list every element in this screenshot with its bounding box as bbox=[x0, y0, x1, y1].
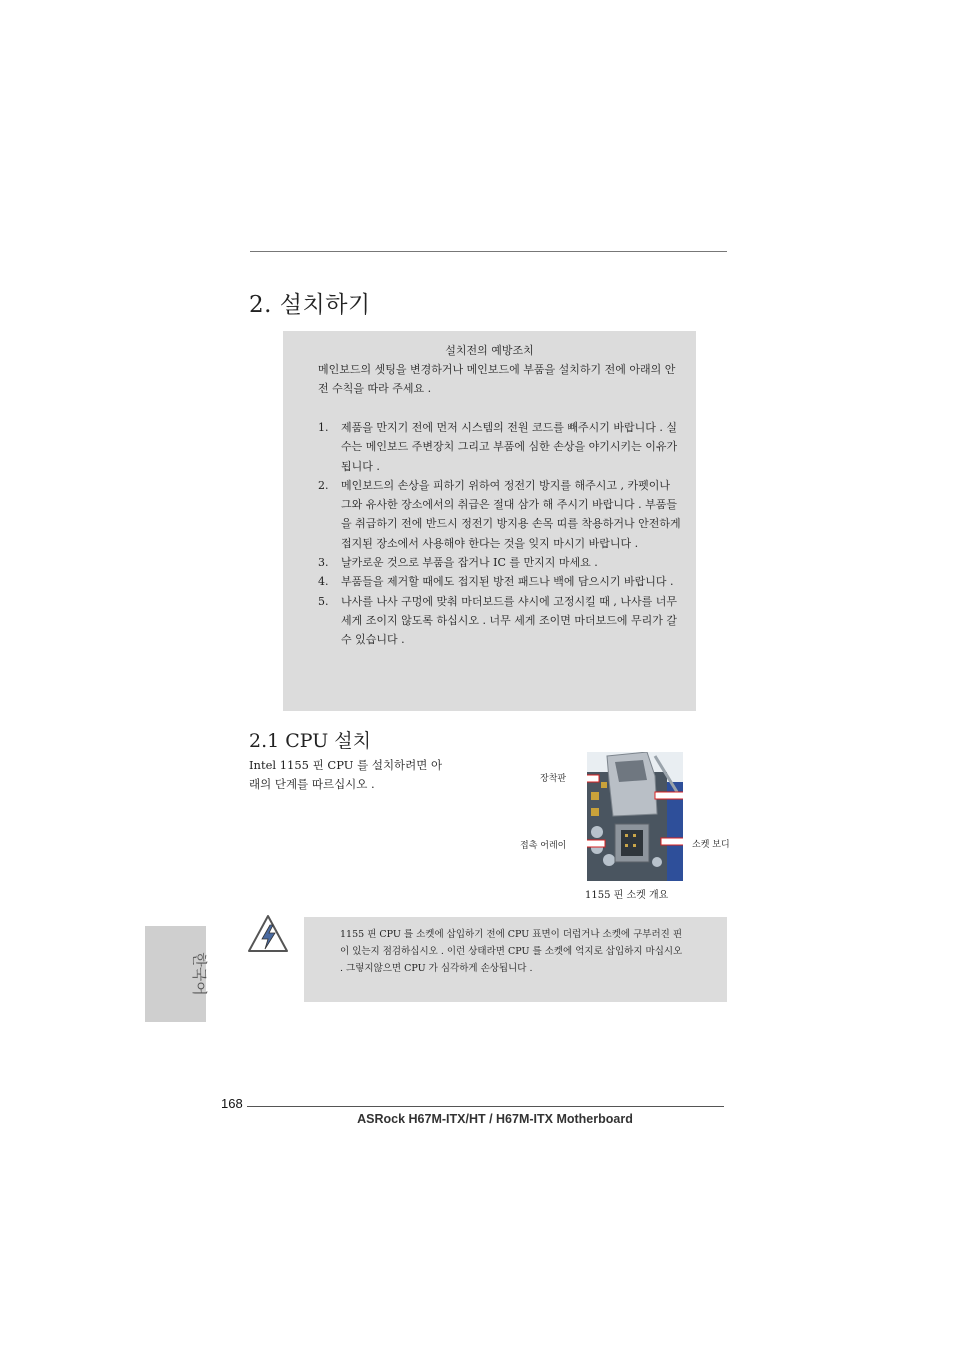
cpu-install-intro: Intel 1155 핀 CPU 를 설치하려면 아래의 단계를 따르십시오 . bbox=[249, 758, 443, 791]
list-item-number: 3. bbox=[318, 556, 329, 570]
precautions-heading: 설치전의 예방조치 bbox=[445, 344, 534, 357]
header-divider bbox=[250, 251, 727, 252]
precautions-list bbox=[318, 418, 683, 650]
label-socket-body: 소켓 보디 bbox=[692, 840, 730, 850]
section-title: 2. 설치하기 bbox=[249, 292, 371, 318]
list-item-text: 부품들을 제거할 때에도 접지된 방전 패드나 백에 담으시기 바랍니다 . bbox=[341, 575, 674, 589]
subsection-title: 2.1 CPU 설치 bbox=[249, 730, 372, 752]
page-number: 168 bbox=[221, 1096, 243, 1111]
list-item-number: 4. bbox=[318, 575, 329, 589]
list-item bbox=[318, 418, 683, 476]
list-item-text: 날카로운 것으로 부품을 잡거나 IC 를 만지지 마세요 . bbox=[341, 556, 598, 570]
list-item bbox=[318, 592, 683, 650]
list-item-number: 2. bbox=[318, 478, 329, 492]
photo-caption: 1155 핀 소켓 개요 bbox=[585, 890, 669, 901]
list-item bbox=[318, 476, 683, 553]
warning-triangle-icon bbox=[247, 913, 289, 955]
footer-divider bbox=[247, 1106, 724, 1107]
cpu-socket-photo bbox=[587, 752, 683, 881]
label-contact-array: 접촉 어레이 bbox=[520, 841, 567, 851]
list-item-text: 제품을 만지기 전에 먼저 시스템의 전원 코드를 빼주시기 바랍니다 . 실수는 메인보드 주변장치 그리고 부품에 심한 손상을 야기시키는 이유가 됩니다 . bbox=[341, 421, 678, 473]
list-item bbox=[318, 553, 683, 572]
footer-product-name: ASRock H67M-ITX/HT / H67M-ITX Motherboard bbox=[357, 1112, 633, 1126]
language-tab-label: 한국어 bbox=[190, 952, 209, 996]
language-side-tab bbox=[145, 926, 209, 1022]
list-item-number: 1. bbox=[318, 421, 329, 434]
warning-box bbox=[304, 917, 727, 1002]
list-item-text: 메인보드의 손상을 피하기 위하여 정전기 방지를 해주시고 , 카펫이나 그와 유사한 장소에서의 취급은 절대 삼가 해 주시기 바랍니다 . 부품들을 취급하기 전에 반드시 정전기 방지용 손목 띠를 착용하거나 안전하게 접지된 장소에서 사용해야 한다는 것을 잊지 마시기 바랍니다 . bbox=[341, 478, 681, 550]
precautions-box bbox=[283, 331, 696, 711]
precautions-intro: 메인보드의 셋팅을 변경하거나 메인보드에 부품을 설치하기 전에 아래의 안전 수칙을 따라 주세요 . bbox=[318, 363, 676, 396]
list-item bbox=[318, 572, 683, 591]
warning-text: 1155 핀 CPU 를 소켓에 삽입하기 전에 CPU 표면이 더럽거나 소켓에 구부러진 핀이 있는지 점검하십시오 . 이런 상태라면 CPU 를 소켓에 억지로 삽입하지 마십시오 . 그렇지않으면 CPU 가 심각하게 손상됩니다 . bbox=[340, 929, 683, 974]
list-item-text: 나사를 나사 구멍에 맞춰 마더보드를 샤시에 고정시킬 때 , 나사를 너무 세게 조이지 않도록 하십시오 . 너무 세게 조이면 마더보드에 무리가 갈 수 있습니다 . bbox=[341, 594, 677, 647]
label-load-plate: 장착판 bbox=[540, 774, 567, 784]
list-item-number: 5. bbox=[318, 594, 329, 608]
